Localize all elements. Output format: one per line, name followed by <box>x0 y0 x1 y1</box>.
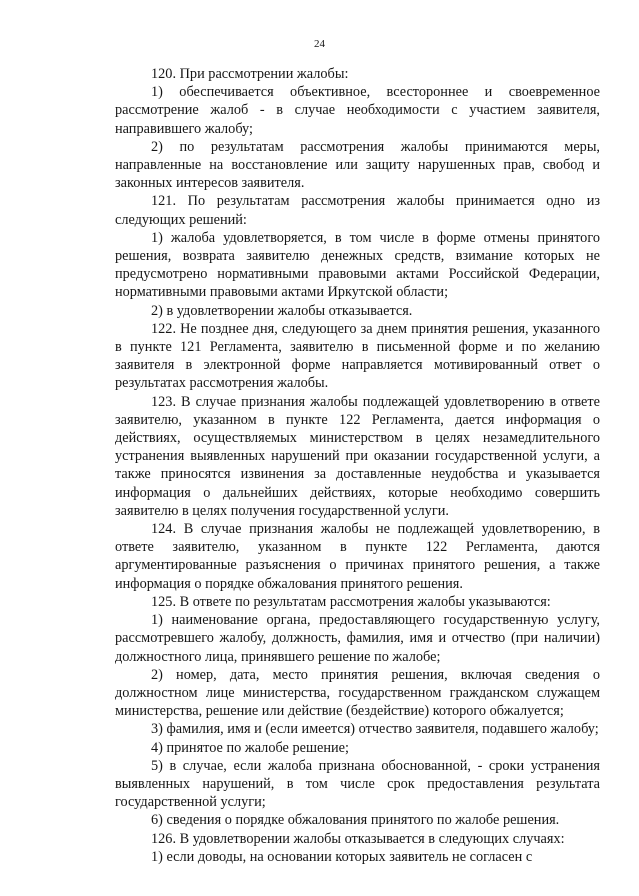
paragraph-124: 124. В случае признания жалобы не подлежащей удовлетворению, в ответе заявителю, указанном в пункте 122 Регламента, даются аргументированные разъяснения о причинах принятого решения, а также информация о порядке обжалования принятого решения. <box>115 521 600 592</box>
paragraph-120: 120. При рассмотрении жалобы: <box>151 66 349 82</box>
paragraph-125-item-1: 1) наименование органа, предоставляющего государственную услугу, рассмотревшего жалобу, должность, фамилия, имя и отчество (при наличии) должностного лица, принявшего решение по жалобе; <box>115 612 600 665</box>
paragraph-123: 123. В случае признания жалобы подлежащей удовлетворению в ответе заявителю, указанном в пункте 122 Регламента, дается информация о действиях, осуществляемых министерством в целях незамедлительного устранения выявленных нарушений при оказании государственной услуги, а также приносятся извинения за доставленные неудобства и указывается информация о дальнейших действиях, которые необходимо совершить заявителю в целях получения государственной услуги. <box>115 393 600 519</box>
document-body <box>115 65 600 866</box>
paragraph-125-item-4: 4) принятое по жалобе решение; <box>151 739 349 756</box>
paragraph-120-item-1: 1) обеспечивается объективное, всестороннее и своевременное рассмотрение жалоб - в случае необходимости с участием заявителя, направившего жалобу; <box>115 84 600 137</box>
paragraph-125-item-2: 2) номер, дата, место принятия решения, включая сведения о должностном лице министерства, государственном гражданском служащем министерства, решение или действие (бездействие) которого обжалуется; <box>115 666 600 720</box>
paragraph-121: 121. По результатам рассмотрения жалобы принимается одно из следующих решений: <box>115 193 600 228</box>
paragraph-125-item-5: 5) в случае, если жалоба признана обоснованной, - сроки устранения выявленных нарушений, в том числе срок предоставления результата государственной услуги; <box>115 757 600 811</box>
paragraph-126: 126. В удовлетворении жалобы отказывается в следующих случаях: <box>151 830 565 847</box>
paragraph-121-item-2: 2) в удовлетворении жалобы отказывается. <box>151 302 413 319</box>
paragraph-122: 122. Не позднее дня, следующего за днем принятия решения, указанного в пункте 121 Регламента, заявителю в письменной форме и по желанию заявителя в электронной форме направляется мотивированный ответ о результатах рассмотрения жалобы. <box>115 320 600 392</box>
paragraph-126-item-1: 1) если доводы, на основании которых заявитель не согласен с <box>151 848 533 865</box>
paragraph-120-item-2: 2) по результатам рассмотрения жалобы принимаются меры, направленные на восстановление или защиту нарушенных прав, свобод и законных интересов заявителя. <box>115 138 600 192</box>
paragraph-125-item-3: 3) фамилия, имя и (если имеется) отчество заявителя, подавшего жалобу; <box>151 721 599 738</box>
page-number: 24 <box>314 38 325 50</box>
paragraph-121-item-1: 1) жалоба удовлетворяется, в том числе в форме отмены принятого решения, возврата заявителю денежных средств, взимание которых не предусмотрено нормативными правовыми актами Российской Федерации, нормативными правовыми актами Иркутской области; <box>115 229 600 301</box>
paragraph-125: 125. В ответе по результатам рассмотрения жалобы указываются: <box>151 593 551 610</box>
paragraph-125-item-6: 6) сведения о порядке обжалования принятого по жалобе решения. <box>151 812 560 829</box>
